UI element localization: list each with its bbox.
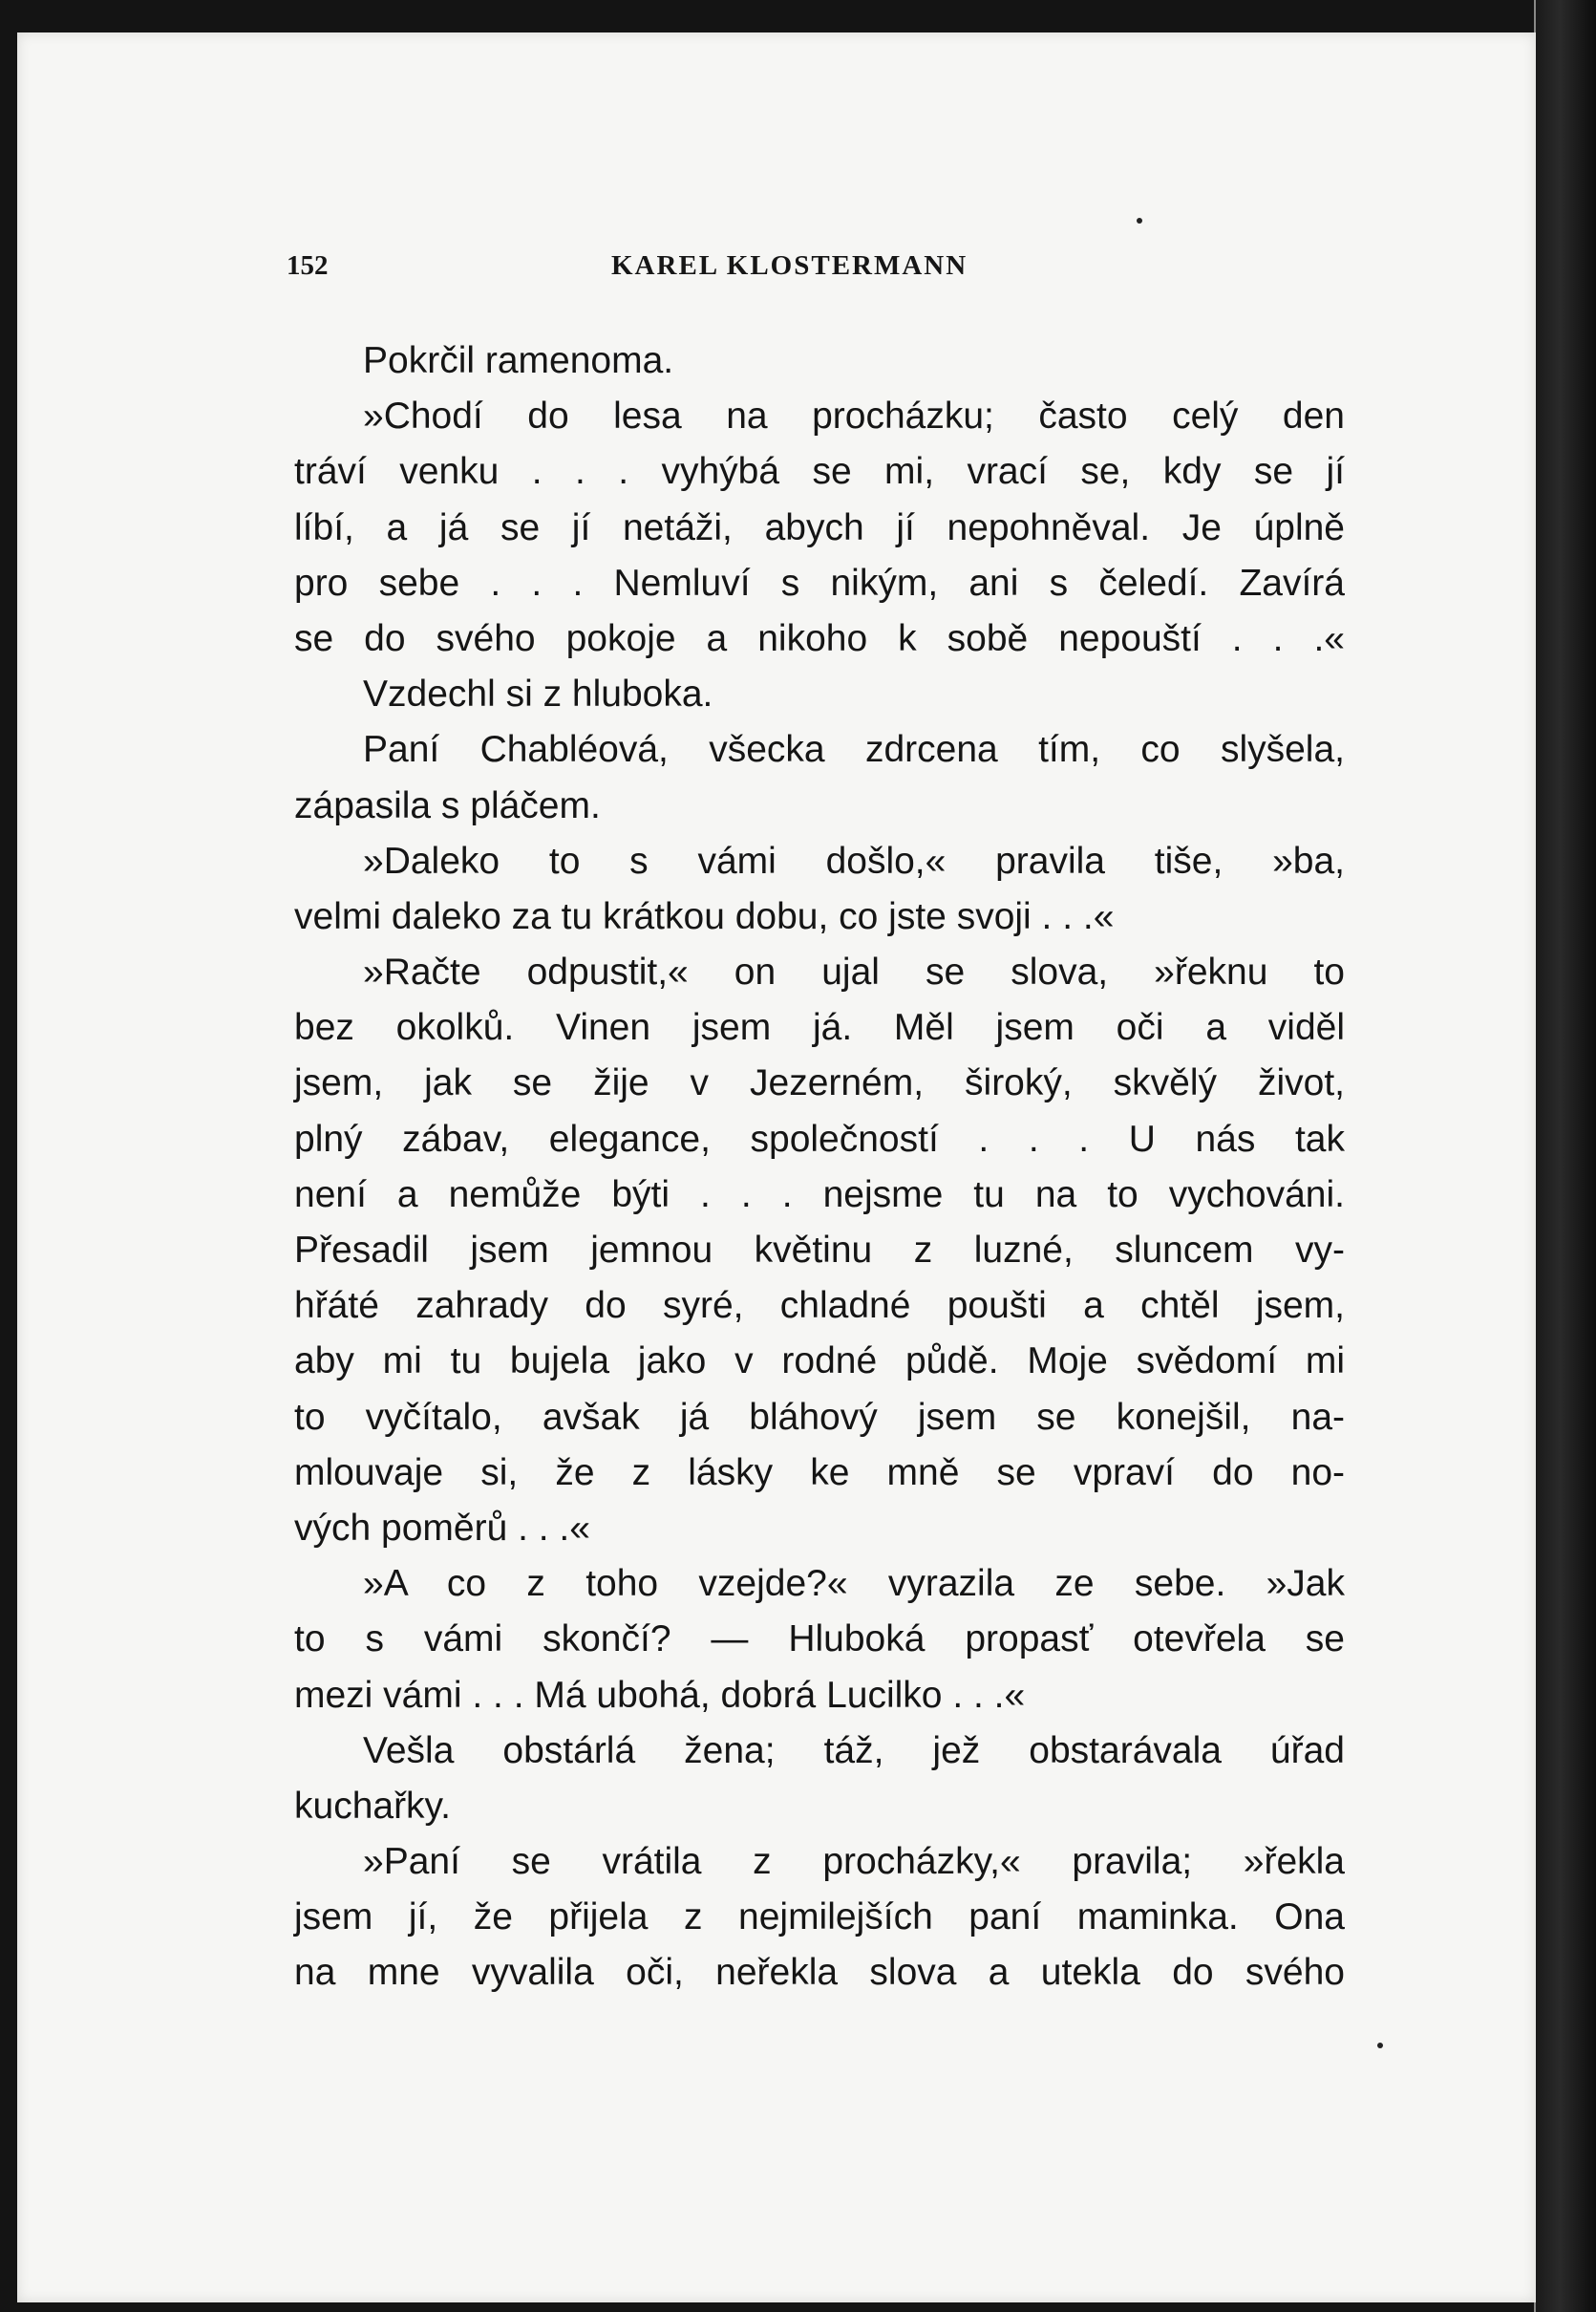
- page-number: 152: [287, 250, 329, 281]
- speck: [1137, 218, 1142, 224]
- speck: [1377, 2043, 1383, 2048]
- text-line: není a nemůže býti . . . nejsme tu na to vychováni.: [294, 1173, 1345, 1215]
- text-line: velmi daleko za tu krátkou dobu, co jste svoji . . .«: [294, 895, 1115, 937]
- text-line: tráví venku . . . vyhýbá se mi, vrací se, kdy se jí: [294, 451, 1345, 493]
- text-line: Paní Chabléová, všecka zdrcena tím, co slyšela,: [363, 729, 1345, 771]
- text-line: »Daleko to s vámi došlo,« pravila tiše, »ba,: [363, 840, 1345, 882]
- scanner-edge: [1536, 0, 1596, 2312]
- text-line: zápasila s pláčem.: [294, 784, 601, 826]
- text-line: to vyčítalo, avšak já bláhový jsem se konejšil, na-: [294, 1396, 1345, 1438]
- text-line: bez okolků. Vinen jsem já. Měl jsem oči a viděl: [294, 1007, 1345, 1049]
- text-line: »Chodí do lesa na procházku; často celý den: [363, 396, 1345, 438]
- text-line: líbí, a já se jí netáži, abych jí nepohněval. Je úplně: [294, 506, 1345, 548]
- text-line: hřáté zahrady do syré, chladné poušti a chtěl jsem,: [294, 1285, 1345, 1327]
- running-head: KAREL KLOSTERMANN: [611, 250, 968, 281]
- text-line: to s vámi skončí? — Hluboká propasť otevřela se: [294, 1618, 1345, 1660]
- text-line: jsem, jak se žije v Jezerném, široký, skvělý život,: [294, 1062, 1345, 1104]
- text-line: kuchařky.: [294, 1785, 451, 1827]
- page-header: [287, 250, 1337, 294]
- body-text: [294, 333, 1345, 2002]
- text-line: Vešla obstárlá žena; táž, jež obstarávala úřad: [363, 1729, 1345, 1771]
- text-line: mezi vámi . . . Má ubohá, dobrá Lucilko . . .«: [294, 1674, 1026, 1716]
- text-line: »A co z toho vzejde?« vyrazila ze sebe. »Jak: [363, 1563, 1345, 1605]
- text-line: jsem jí, že přijela z nejmilejších paní maminka. Ona: [294, 1896, 1345, 1938]
- text-line: Vzdechl si z hluboka.: [363, 674, 713, 716]
- text-line: pro sebe . . . Nemluví s nikým, ani s čeledí. Zavírá: [294, 562, 1345, 604]
- text-line: na mne vyvalila oči, neřekla slova a utekla do svého: [294, 1952, 1345, 1994]
- text-line: Přesadil jsem jemnou květinu z luzné, sluncem vy-: [294, 1230, 1345, 1271]
- text-line: aby mi tu bujela jako v rodné půdě. Moje svědomí mi: [294, 1340, 1345, 1382]
- text-line: Pokrčil ramenoma.: [363, 340, 674, 381]
- text-line: »Račte odpustit,« on ujal se slova, »řeknu to: [363, 952, 1345, 994]
- text-line: mlouvaje si, že z lásky ke mně se vpraví do no-: [294, 1451, 1345, 1493]
- text-line: plný zábav, elegance, společností . . . U nás tak: [294, 1118, 1345, 1160]
- text-line: se do svého pokoje a nikoho k sobě nepouští . . .«: [294, 617, 1345, 659]
- text-line: vých poměrů . . .«: [294, 1507, 590, 1549]
- text-line: »Paní se vrátila z procházky,« pravila; »řekla: [363, 1841, 1345, 1883]
